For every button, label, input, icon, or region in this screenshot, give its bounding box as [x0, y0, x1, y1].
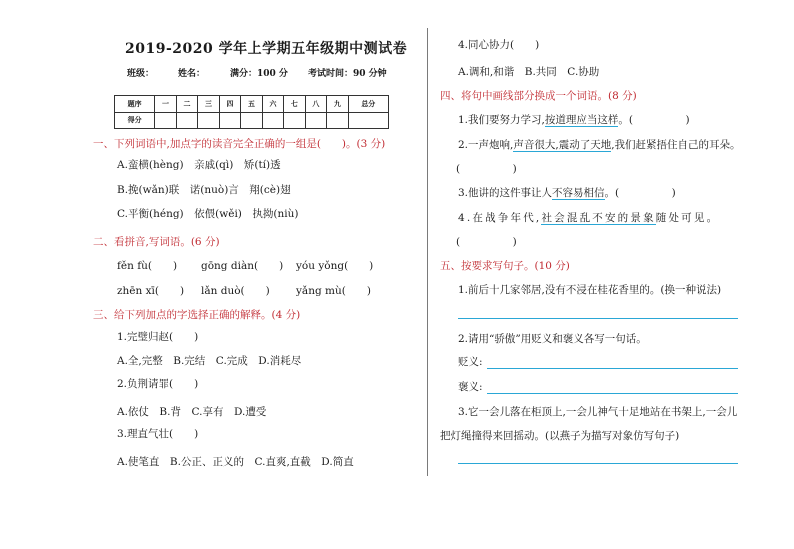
s5-question-1: 1.前后十几家邻居,没有不浸在桂花香里的。(换一种说法): [458, 284, 722, 296]
text: 2.一声炮响,: [458, 139, 514, 151]
answer-line[interactable]: [458, 318, 738, 319]
pinyin-item: yóu yǒng( ): [296, 260, 374, 272]
score-table: [114, 95, 389, 129]
score-input-cell[interactable]: [219, 112, 240, 129]
underlined-phrase: 社会混乱不安的景象: [541, 212, 656, 224]
class-label: 班级：: [127, 69, 155, 79]
s3-question-2: 2.负荆请罪( ): [117, 378, 199, 390]
exam-time: 考试时间：90 分钟: [308, 69, 387, 79]
table-cell: 一: [155, 96, 176, 113]
score-input-cell[interactable]: [284, 112, 305, 129]
s4-line-1: [458, 112, 690, 127]
pinyin-item: fěn fù( ): [117, 260, 178, 272]
text: 1.我们要努力学习,: [458, 114, 545, 126]
text: 随处可见。: [655, 212, 720, 224]
s3-question-1: 1.完璧归赵( ): [117, 331, 199, 343]
section-2-title: 二、看拼音,写词语。(6 分): [93, 236, 220, 248]
table-cell: 总分: [348, 96, 388, 113]
s1-option-a: A.蛮横(hèng) 亲戚(qì) 矫(tí)透: [117, 159, 281, 171]
s1-option-c: C.平衡(héng) 依偎(wěi) 执拗(niù): [117, 208, 299, 220]
s4-line-4: [458, 210, 719, 225]
table-cell: 二: [176, 96, 197, 113]
answer-blank[interactable]: ( ): [456, 236, 517, 248]
table-cell: 得分: [115, 112, 155, 129]
text: 4.在战争年代,: [458, 212, 542, 224]
score-input-cell[interactable]: [327, 112, 348, 129]
pinyin-item: zhēn xī( ): [117, 285, 185, 297]
table-cell: 六: [262, 96, 283, 113]
answer-blank[interactable]: ( ): [456, 163, 517, 175]
s5-question-3-a: 3.它一会儿落在柜顶上,一会儿神气十足地站在书架上,一会儿: [458, 406, 738, 418]
full-score: 满分：100 分: [230, 69, 288, 79]
underlined-phrase: 不容易相信: [552, 187, 605, 199]
pinyin-item: gōng diàn( ): [201, 260, 284, 272]
pinyin-item: lǎn duò( ): [201, 285, 270, 297]
s4-line-3: [458, 185, 676, 200]
s3-question-3: 3.理直气壮( ): [117, 428, 199, 440]
s5-question-3-b: 把灯绳撞得来回摇动。(以燕子为描写对象仿写句子): [440, 430, 680, 442]
section-5-title: 五、按要求写句子。(10 分): [440, 260, 570, 272]
score-input-cell[interactable]: [262, 112, 283, 129]
score-input-cell[interactable]: [305, 112, 326, 129]
s4-line-2: [458, 137, 741, 152]
score-input-cell[interactable]: [155, 112, 176, 129]
score-input-cell[interactable]: [176, 112, 197, 129]
text: 3.他讲的这件事让人: [458, 187, 553, 199]
table-cell: 九: [327, 96, 348, 113]
s3-options-2: A.依仗 B.背 C.享有 D.遭受: [117, 406, 267, 418]
s1-option-b: B.挽(wǎn)联 诺(nuò)言 翔(cè)翅: [117, 184, 291, 196]
pinyin-item: yǎng mù( ): [296, 285, 371, 297]
s3-question-4: 4.同心协力( ): [458, 39, 540, 51]
section-4-title: 四、将句中画线部分换成一个词语。(8 分): [440, 90, 637, 102]
table-cell: 三: [198, 96, 219, 113]
underlined-phrase: 声音很大,震动了天地: [513, 139, 612, 151]
score-table-score-row: [115, 112, 389, 129]
table-cell: 八: [305, 96, 326, 113]
table-cell: 题序: [115, 96, 155, 113]
answer-line[interactable]: [458, 463, 738, 464]
text: 。( ): [604, 187, 676, 199]
underlined-phrase: 按道理应当这样: [544, 114, 619, 126]
table-cell: 四: [219, 96, 240, 113]
name-label: 姓名：: [178, 69, 206, 79]
s3-options-4: A.调和,和谐 B.共同 C.协助: [458, 66, 600, 78]
s5-question-2: 2.请用“骄傲”用贬义和褒义各写一句话。: [458, 333, 647, 345]
score-input-cell[interactable]: [348, 112, 388, 129]
derogatory-label: 贬义:: [458, 356, 483, 368]
page-title: 2019-2020 学年上学期五年级期中测试卷: [125, 41, 408, 57]
s3-options-1: A.全,完整 B.完结 C.完成 D.消耗尽: [117, 355, 302, 367]
section-1-title: 一、下列词语中,加点字的读音完全正确的一组是( )。(3 分): [93, 138, 386, 150]
score-input-cell[interactable]: [241, 112, 262, 129]
table-cell: 七: [284, 96, 305, 113]
score-input-cell[interactable]: [198, 112, 219, 129]
answer-line[interactable]: [487, 393, 738, 394]
text: ,我们赶紧捂住自己的耳朵。: [611, 139, 741, 151]
section-3-title: 三、给下列加点的字选择正确的解释。(4 分): [93, 309, 301, 321]
commendatory-label: 褒义:: [458, 381, 483, 393]
s3-options-3: A.使笔直 B.公正、正义的 C.直爽,直截 D.简直: [117, 456, 354, 468]
answer-line[interactable]: [487, 368, 738, 369]
column-divider: [427, 28, 428, 476]
text: 。( ): [618, 114, 690, 126]
table-cell: 五: [241, 96, 262, 113]
score-table-header-row: [115, 96, 389, 113]
